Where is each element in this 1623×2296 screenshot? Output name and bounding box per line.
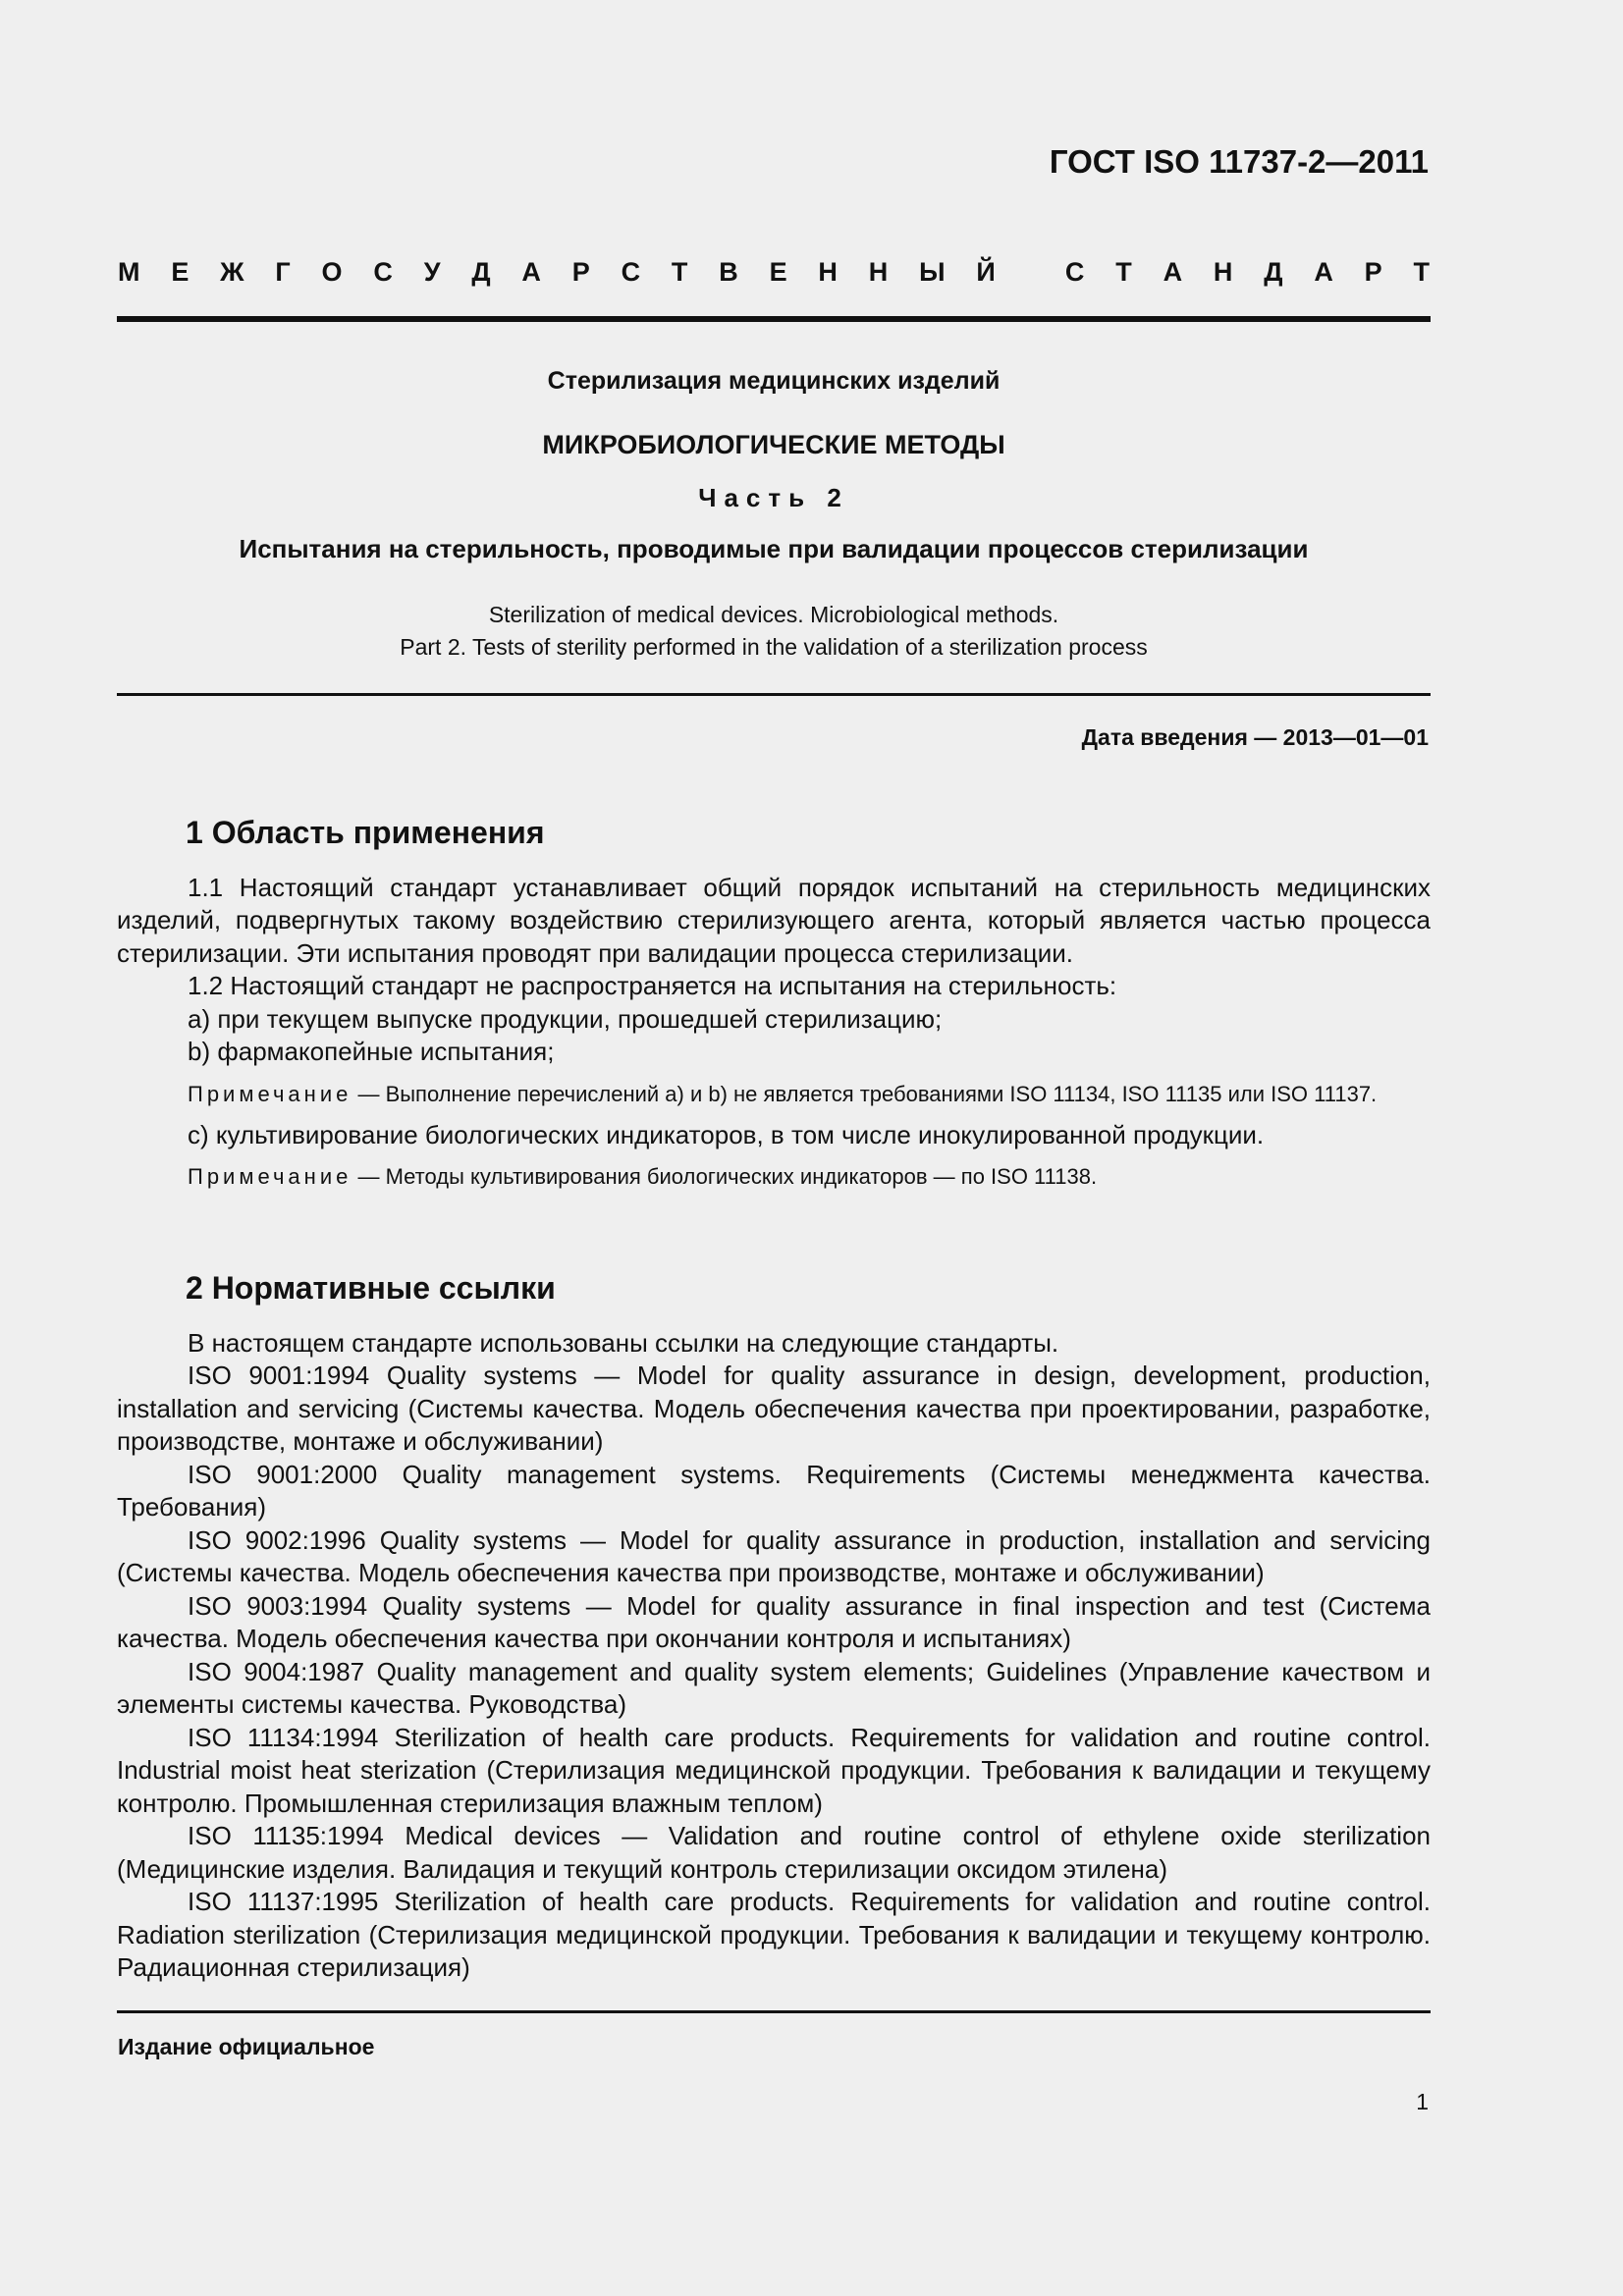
banner-letter: М	[118, 257, 140, 287]
standard-banner	[118, 257, 1430, 288]
paragraph: 1.2 Настоящий стандарт не распространяется на испытания на стерильность:	[188, 971, 1117, 1000]
section-heading: 2 Нормативные ссылки	[186, 1270, 556, 1306]
banner-letter: Т	[1413, 257, 1430, 287]
title-part: Часть 2	[698, 483, 849, 512]
reference-item: ISO 11135:1994 Medical devices — Validation and routine control of ethylene oxide sterilization (Медицинские изделия. Валидация и текущий контроль стерилизации оксидом этилена)	[117, 1821, 1431, 1884]
edition-label: Издание официальное	[118, 2034, 375, 2059]
section-heading: 1 Область применения	[186, 815, 545, 850]
footer-rule	[117, 2010, 1431, 2013]
banner-letter: Н	[868, 257, 889, 287]
header-rule	[117, 316, 1431, 322]
english-title	[117, 599, 1431, 664]
banner-letter: А	[1314, 257, 1333, 287]
banner-letter: Д	[1264, 257, 1283, 287]
banner-letter: Е	[171, 257, 189, 287]
title-rule	[117, 693, 1431, 696]
section-2	[117, 1272, 1431, 1985]
reference-item: ISO 11134:1994 Sterilization of health care products. Requirements for validation and routine control. Industrial moist heat sterization (Стерилизация медицинской продукции. Требования к валидации и текущему контролю. Промышленная стерилизация влажным теплом)	[117, 1722, 1431, 1818]
banner-gap	[1027, 257, 1035, 288]
reference-item: ISO 9004:1987 Quality management and quality system elements; Guidelines (Управление качеством и элементы системы качества. Руководства)	[117, 1656, 1431, 1719]
reference-item: ISO 9002:1996 Quality systems — Model for quality assurance in production, installation and servicing (Системы качества. Модель обеспечения качества при производстве, монтаже и обслуживании)	[117, 1524, 1431, 1587]
banner-letter: Т	[1115, 257, 1132, 287]
english-title-line-1: Sterilization of medical devices. Microbiological methods.	[488, 602, 1059, 627]
banner-letter: Н	[1213, 257, 1233, 287]
banner-letter: С	[1064, 257, 1085, 287]
list-item: c) культивирование биологических индикаторов, в том числе инокулированной продукции.	[188, 1119, 1265, 1149]
reference-item: ISO 9001:2000 Quality management systems. Requirements (Системы менеджмента качества. Требования)	[117, 1459, 1431, 1522]
reference-item: ISO 9003:1994 Quality systems — Model for quality assurance in final inspection and test (Система качества. Модель обеспечения качества при окончании контроля и испытаниях)	[117, 1590, 1431, 1653]
note	[117, 1161, 1431, 1192]
banner-letter: Г	[275, 257, 291, 287]
banner-letter: С	[373, 257, 393, 287]
banner-letter: О	[321, 257, 343, 287]
list-item: a) при текущем выпуске продукции, прошедшей стерилизацию;	[188, 1003, 943, 1034]
note-text: — Выполнение перечислений a) и b) не является требованиями ISO 11134, ISO 11135 или ISO 11137.	[352, 1081, 1378, 1106]
note-text: — Методы культивирования биологических индикаторов — по ISO 11138.	[352, 1164, 1098, 1189]
banner-letter: А	[521, 257, 541, 287]
reference-item: ISO 9001:1994 Quality systems — Model for quality assurance in design, development, production, installation and servicing (Системы качества. Модель обеспечения качества при проектировании, разработке, производстве, монтаже и обслуживании)	[117, 1361, 1431, 1456]
title-line-1: Стерилизация медицинских изделий	[547, 367, 1001, 395]
banner-letter: Й	[976, 257, 996, 287]
title-line-2: МИКРОБИОЛОГИЧЕСКИЕ МЕТОДЫ	[542, 430, 1005, 459]
banner-letter: Д	[471, 257, 491, 287]
introduction-date: Дата введения — 2013—01—01	[1081, 724, 1429, 750]
note-label: Примечание	[188, 1164, 352, 1189]
banner-letter: В	[719, 257, 738, 287]
banner-letter: Р	[1364, 257, 1382, 287]
banner-letter: Н	[818, 257, 838, 287]
document-number: ГОСТ ISO 11737-2—2011	[1049, 143, 1429, 180]
note	[117, 1079, 1431, 1109]
banner-letter: У	[423, 257, 441, 287]
title-line-4: Испытания на стерильность, проводимые при валидации процессов стерилизации	[239, 534, 1309, 563]
banner-letter: Е	[769, 257, 787, 287]
banner-letter: Ж	[220, 257, 244, 287]
section-1	[117, 817, 1431, 1192]
banner-letter: Р	[571, 257, 590, 287]
banner-letter: А	[1163, 257, 1183, 287]
page-number: 1	[1416, 2089, 1429, 2114]
note-label: Примечание	[188, 1081, 352, 1106]
banner-letter: С	[621, 257, 641, 287]
paragraph: 1.1 Настоящий стандарт устанавливает общий порядок испытаний на стерильность медицинских изделий, подвергнутых такому воздействию стерилизующего агента, который является частью процесса стерилизации. Эти испытания проводят при валидации процесса стерилизации.	[117, 872, 1431, 968]
paragraph: В настоящем стандарте использованы ссылки на следующие стандарты.	[188, 1327, 1059, 1358]
reference-item: ISO 11137:1995 Sterilization of health care products. Requirements for validation and routine control. Radiation sterilization (Стерилизация медицинской продукции. Требования к валидации и текущему контролю. Радиационная стерилизация)	[117, 1887, 1431, 1982]
english-title-line-2: Part 2. Tests of sterility performed in the validation of a sterilization process	[400, 634, 1148, 660]
banner-letter: Т	[671, 257, 688, 287]
list-item: b) фармакопейные испытания;	[188, 1037, 555, 1066]
banner-letter: Ы	[919, 257, 946, 287]
